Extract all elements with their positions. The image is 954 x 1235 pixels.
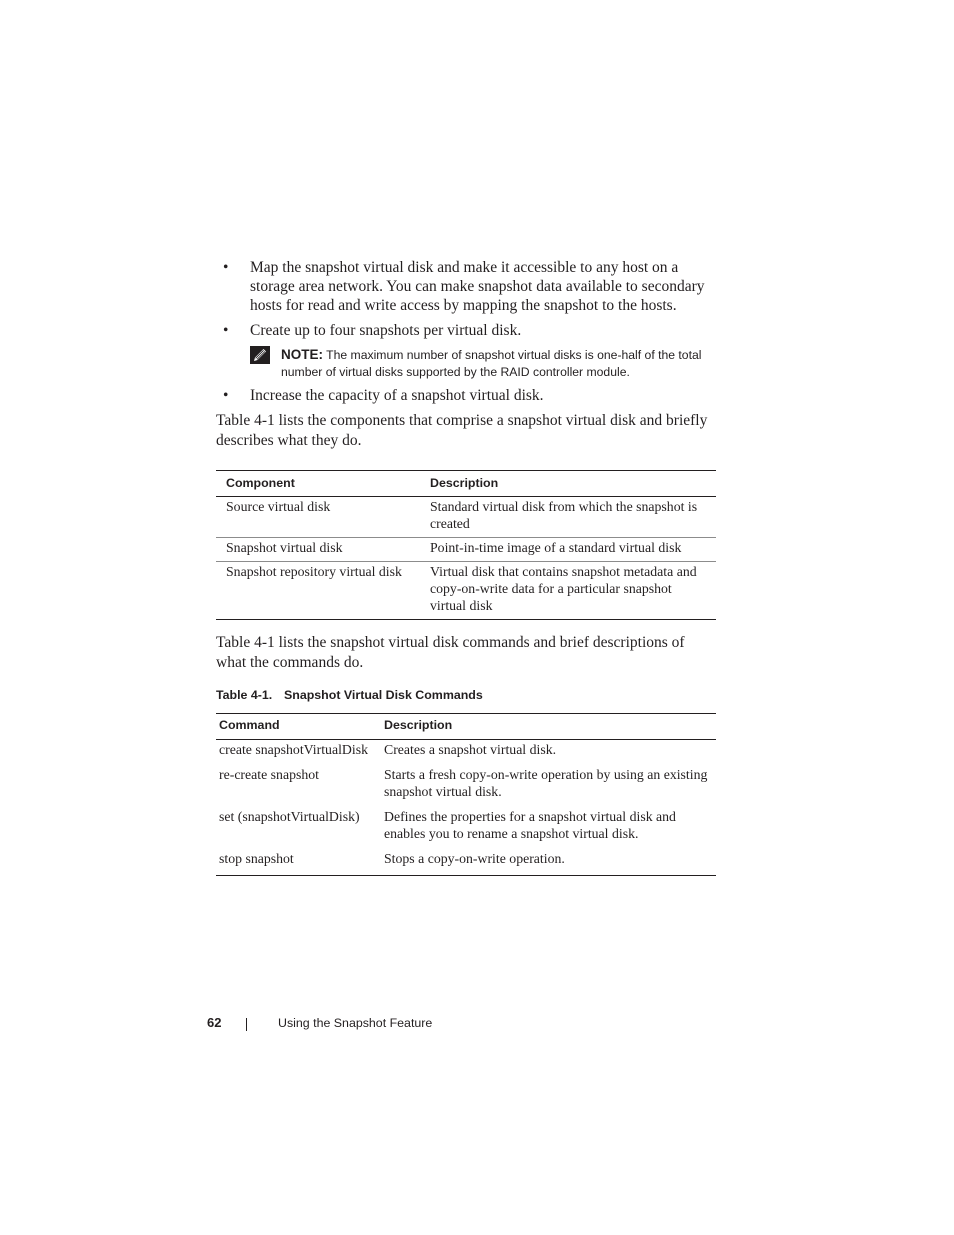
table-row: [216, 850, 716, 876]
intro-paragraph: Table 4-1 lists the components that comprise a snapshot virtual disk and briefly describes what they do.: [216, 412, 708, 449]
note-callout: [250, 346, 716, 381]
table-row: [216, 562, 716, 620]
bullet-text: Map the snapshot virtual disk and make it accessible to any host on a storage area network. You can make snapshot data available to secondary hosts for read and write access by mapping the snapshot to the hosts.: [250, 259, 705, 314]
feature-bullet-list: [216, 386, 716, 405]
bullet-glyph: •: [223, 259, 229, 276]
bullet-text: Create up to four snapshots per virtual disk.: [250, 322, 522, 339]
footer-section-title: Using the Snapshot Feature: [278, 1016, 433, 1030]
commands-paragraph: Table 4-1 lists the snapshot virtual disk commands and brief descriptions of what the commands do.: [216, 634, 685, 671]
bullet-item: [216, 386, 716, 405]
table-row: [216, 766, 716, 808]
bullet-item: [216, 321, 716, 340]
command-cell: create snapshotVirtualDisk: [219, 742, 368, 757]
footer-divider: [246, 1018, 247, 1031]
bullet-glyph: •: [223, 322, 229, 339]
column-header: Description: [381, 714, 716, 740]
command-cell: set (snapshotVirtualDisk): [219, 809, 360, 824]
note-pencil-icon: [250, 346, 270, 364]
note-text: The maximum number of snapshot virtual disks is one-half of the total number of virtual disks supported by the RAID controller module.: [281, 348, 702, 379]
column-header: Command: [216, 714, 381, 740]
command-cell: stop snapshot: [219, 851, 294, 866]
note-label: NOTE:: [281, 347, 323, 362]
table-row: [216, 497, 716, 538]
description-cell: Defines the properties for a snapshot virtual disk and enables you to rename a snapshot virtual disk.: [384, 809, 676, 841]
page-body: [216, 258, 716, 876]
table-header-row: [216, 471, 716, 497]
description-cell: Virtual disk that contains snapshot metadata and copy-on-write data for a particular snapshot virtual disk: [430, 564, 697, 613]
command-cell: re-create snapshot: [219, 767, 319, 782]
commands-table: [216, 713, 716, 876]
table-row: [216, 740, 716, 767]
bullet-text: Increase the capacity of a snapshot virtual disk.: [250, 387, 544, 404]
description-cell: Stops a copy-on-write operation.: [384, 851, 565, 866]
table-header-row: [216, 714, 716, 740]
component-cell: Source virtual disk: [216, 497, 420, 538]
component-cell: Snapshot repository virtual disk: [226, 564, 402, 579]
description-cell: Point-in-time image of a standard virtual disk: [420, 538, 716, 562]
bullet-item: [216, 258, 716, 315]
description-cell: Starts a fresh copy-on-write operation by using an existing snapshot virtual disk.: [384, 767, 708, 799]
caption-title: Snapshot Virtual Disk Commands: [284, 688, 483, 702]
description-cell: Creates a snapshot virtual disk.: [384, 742, 557, 757]
bullet-glyph: •: [223, 387, 229, 404]
description-cell: Standard virtual disk from which the snapshot is created: [420, 497, 716, 538]
components-table: [216, 470, 716, 620]
component-cell: Snapshot virtual disk: [216, 538, 420, 562]
column-header: Description: [420, 471, 716, 497]
feature-bullet-list: [216, 258, 716, 340]
column-header: Component: [216, 471, 420, 497]
table-row: [216, 808, 716, 850]
caption-number: Table 4-1.: [216, 688, 273, 702]
page-number: 62: [207, 1015, 222, 1030]
table-row: [216, 538, 716, 562]
table-caption: [216, 688, 716, 702]
